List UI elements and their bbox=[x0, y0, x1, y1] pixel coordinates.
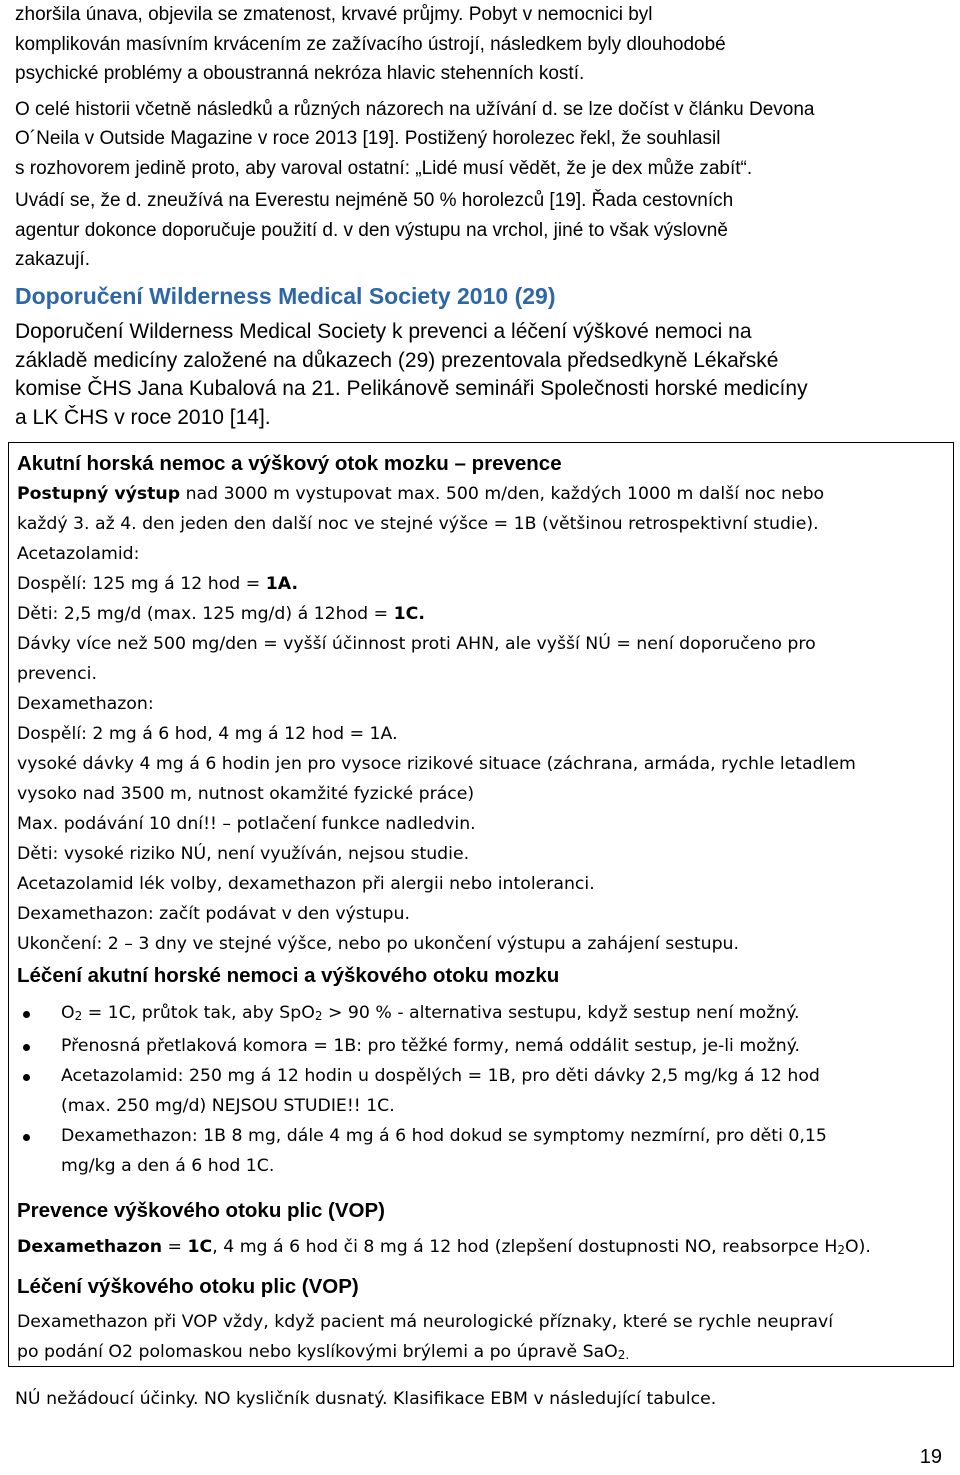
b3-text: (max. 250 mg/d) NEJSOU STUDIE!! 1C. bbox=[61, 1096, 395, 1116]
intro-text bbox=[15, 0, 945, 275]
text-line: zhoršila únava, objevila se zmatenost, krvavé průjmy. Pobyt v nemocnici byl bbox=[15, 4, 653, 25]
treatment-content bbox=[17, 998, 942, 1181]
text-line: s rozhovorem jedině proto, aby varoval ostatní: „Lidé musí vědět, že je dex může zabít“. bbox=[15, 157, 753, 179]
b4-text: mg/kg a den á 6 hod 1C. bbox=[61, 1156, 275, 1176]
intro-paragraph-1 bbox=[15, 0, 945, 89]
bullet-icon bbox=[23, 1044, 30, 1051]
text-line: základě medicíny založené na důkazech (29) prezentovala předsedkyně Lékařské bbox=[15, 348, 779, 372]
b4-text: Dexamethazon: 1B 8 mg, dále 4 mg á 6 hod dokud se symptomy nezmírní, pro děti 0,15 bbox=[61, 1126, 827, 1146]
list-item bbox=[17, 1121, 942, 1181]
end-line: Ukončení: 2 – 3 dny ve stejné výšce, nebo po ukončení výstupu a zahájení sestupu. bbox=[17, 934, 739, 954]
ascent-bold: Postupný výstup bbox=[17, 484, 181, 504]
choice-line: Acetazolamid lék volby, dexamethazon při alergii nebo intoleranci. bbox=[17, 874, 595, 894]
text-line: Doporučení Wilderness Medical Society k prevenci a léčení výškové nemoci na bbox=[15, 320, 752, 343]
doses-line-1: Dávky více než 500 mg/den = vyšší účinnost proti AHN, ale vyšší NÚ = není doporučeno pro bbox=[17, 634, 816, 654]
vop-treatment-heading: Léčení výškového otoku plic (VOP) bbox=[17, 1275, 359, 1298]
intro-paragraph-2 bbox=[15, 95, 945, 184]
max-line: Max. podávání 10 dní!! – potlačení funkce nadledvin. bbox=[17, 814, 476, 834]
b1-text: = 1C, průtok tak, aby SpO bbox=[82, 1003, 315, 1023]
b1-text: O bbox=[61, 1003, 75, 1023]
text-line: komise ČHS Jana Kubalová na 21. Pelikánově semináři Společnosti horské medicíny bbox=[15, 377, 808, 400]
text-line: Uvádí se, že d. zneužívá na Everestu nejméně 50 % horolezců [19]. Řada cestovních bbox=[15, 190, 734, 211]
vop-eq: = bbox=[162, 1237, 188, 1257]
treatment-list bbox=[17, 998, 942, 1181]
bullet-icon bbox=[23, 1134, 30, 1141]
text-line: psychické problémy a oboustranná nekróza hlavic stehenních kostí. bbox=[15, 63, 585, 84]
adult-dose bbox=[17, 569, 942, 599]
b1-sub: 2 bbox=[74, 1009, 83, 1023]
text-line: agentur dokonce doporučuje použití d. v den výstupu na vrchol, jiné to však výslovně bbox=[15, 219, 728, 241]
bullet-icon bbox=[23, 1074, 30, 1081]
child-dose bbox=[17, 599, 942, 629]
children-line: Děti: vysoké riziko NÚ, není využíván, nejsou studie. bbox=[17, 844, 470, 864]
vop-text: , 4 mg á 6 hod či 8 mg á 12 hod (zlepšení dostupnosti NO, reabsorpce H bbox=[212, 1237, 838, 1257]
list-item bbox=[17, 1031, 942, 1061]
treatment-heading: Léčení akutní horské nemoci a výškového otoku mozku bbox=[17, 964, 560, 987]
dexa-label: Dexamethazon: bbox=[17, 694, 154, 714]
recommendations-box bbox=[8, 442, 954, 1367]
vop-treatment-sub: 2. bbox=[617, 1348, 630, 1362]
intro-paragraph-3 bbox=[15, 186, 945, 275]
section-heading: Doporučení Wilderness Medical Society 2010 (29) bbox=[15, 283, 556, 309]
b1-text: > 90 % - alternativa sestupu, když sestup není možný. bbox=[322, 1003, 800, 1023]
b3-text: Acetazolamid: 250 mg á 12 hodin u dospělých = 1B, pro děti dávky 2,5 mg/kg á 12 hod bbox=[61, 1066, 820, 1086]
b2-text: Přenosná přetlaková komora = 1B: pro těžké formy, nemá oddálit sestup, je-li možný. bbox=[61, 1036, 801, 1056]
ascent-text: nad 3000 m vystupovat max. 500 m/den, každých 1000 m další noc nebo bbox=[180, 484, 825, 504]
vop-treatment-content bbox=[17, 1307, 942, 1370]
prevention-content bbox=[17, 479, 942, 959]
list-item bbox=[17, 998, 942, 1031]
vop-prevention-heading: Prevence výškového otoku plic (VOP) bbox=[17, 1199, 385, 1222]
high-dose-line-2: vysoko nad 3500 m, nutnost okamžité fyzické práce) bbox=[17, 784, 475, 804]
prevention-heading: Akutní horská nemoc a výškový otok mozku – prevence bbox=[17, 452, 562, 475]
acetazolamid-label: Acetazolamid: bbox=[17, 544, 140, 564]
vop-drug: Dexamethazon bbox=[17, 1237, 163, 1257]
vop-treatment-line-2 bbox=[17, 1337, 942, 1370]
child-grade: 1C. bbox=[393, 604, 425, 624]
text-line: O celé historii včetně následků a různých názorech na užívání d. se lze dočíst v článku Devona bbox=[15, 98, 815, 120]
adult-dose-text: Dospělí: 125 mg á 12 hod = bbox=[17, 574, 266, 594]
ascent-line-2: každý 3. až 4. den jeden den další noc ve stejné výšce = 1B (většinou retrospektivní studie). bbox=[17, 514, 819, 534]
start-line: Dexamethazon: začít podávat v den výstupu. bbox=[17, 904, 410, 924]
bullet-icon bbox=[23, 1011, 30, 1018]
vop-prevention-content bbox=[17, 1232, 942, 1265]
child-dose-text: Děti: 2,5 mg/d (max. 125 mg/d) á 12hod = bbox=[17, 604, 394, 624]
b1-sub: 2 bbox=[314, 1009, 323, 1023]
vop-grade: 1C bbox=[187, 1237, 213, 1257]
section-paragraph bbox=[15, 318, 945, 432]
vop-treatment-text: po podání O2 polomaskou nebo kyslíkovými brýlemi a po úpravě SaO bbox=[17, 1342, 618, 1362]
dexa-adult: Dospělí: 2 mg á 6 hod, 4 mg á 12 hod = 1A. bbox=[17, 724, 398, 744]
page-number: 19 bbox=[919, 1446, 942, 1468]
text-line: komplikován masívním krvácením ze zažívacího ústrojí, následkem byly dlouhodobé bbox=[15, 33, 726, 55]
vop-treatment-line-1: Dexamethazon při VOP vždy, když pacient má neurologické příznaky, které se rychle neupraví bbox=[17, 1312, 834, 1332]
text-line: O´Neila v Outside Magazine v roce 2013 [19]. Postižený horolezec řekl, že souhlasil bbox=[15, 128, 721, 149]
vop-sub: 2 bbox=[837, 1243, 846, 1257]
list-item bbox=[17, 1061, 942, 1121]
text-line: zakazují. bbox=[15, 249, 90, 270]
adult-grade: 1A. bbox=[265, 574, 299, 594]
vop-text: O). bbox=[845, 1237, 871, 1257]
footnote: NÚ nežádoucí účinky. NO kysličník dusnatý. Klasifikace EBM v následující tabulce. bbox=[15, 1389, 717, 1409]
ascent-line bbox=[17, 479, 942, 509]
doses-line-2: prevenci. bbox=[17, 664, 97, 684]
text-line: a LK ČHS v roce 2010 [14]. bbox=[15, 405, 271, 429]
high-dose-line-1: vysoké dávky 4 mg á 6 hodin jen pro vysoce rizikové situace (záchrana, armáda, rychle letadlem bbox=[17, 754, 856, 774]
